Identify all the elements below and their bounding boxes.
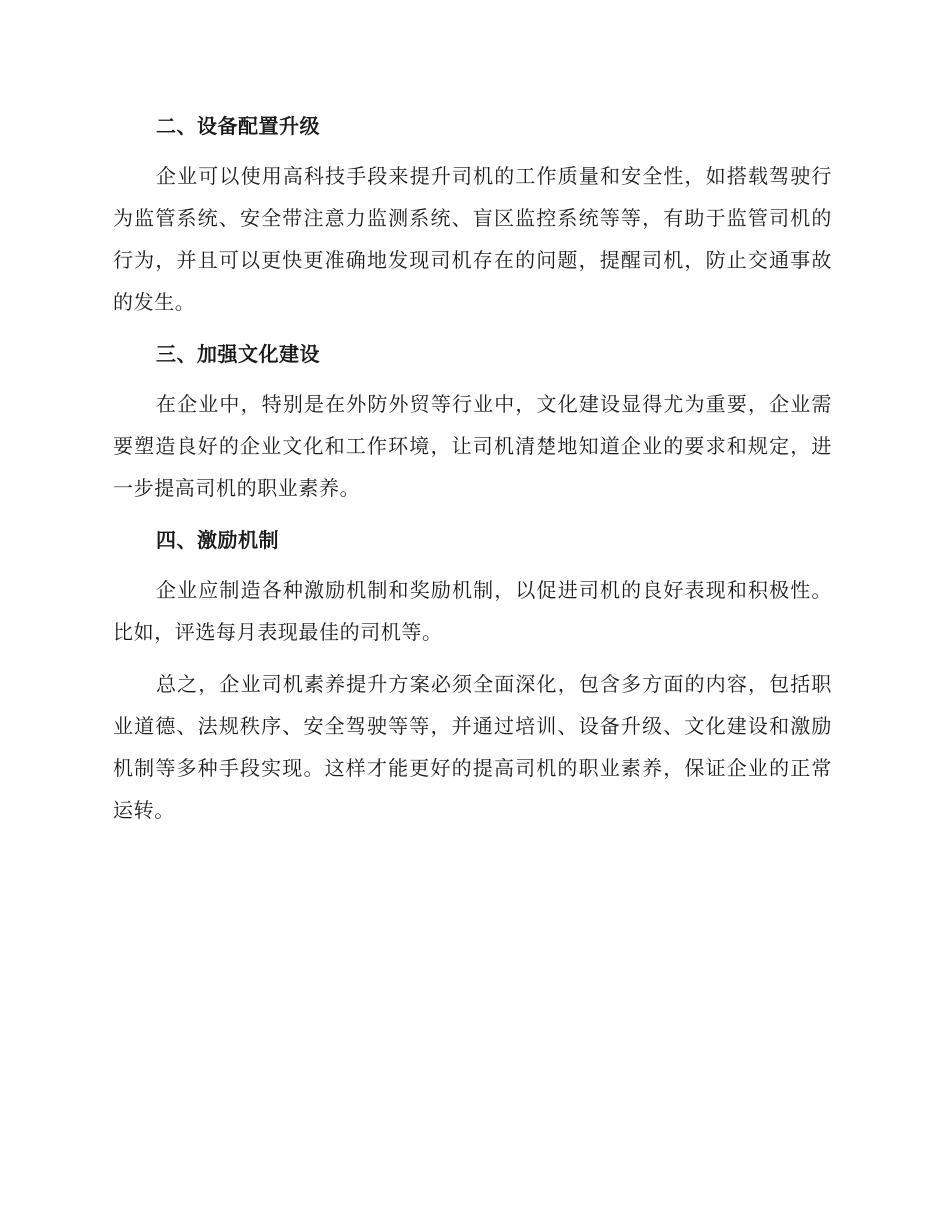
section-paragraph: 企业应制造各种激励机制和奖励机制，以促进司机的良好表现和积极性。比如，评选每月表现最佳的司机等。	[113, 578, 832, 644]
document-body	[113, 105, 832, 841]
section-incentive-mechanism	[113, 519, 832, 653]
section-heading: 三、加强文化建设	[156, 342, 320, 366]
section-culture-building	[113, 333, 832, 509]
section-paragraph: 在企业中，特别是在外防外贸等行业中，文化建设显得尤为重要，企业需要塑造良好的企业文化和工作环境，让司机清楚地知道企业的要求和规定，进一步提高司机的职业素养。	[113, 392, 832, 500]
conclusion-paragraph: 总之，企业司机素养提升方案必须全面深化，包含多方面的内容，包括职业道德、法规秩序、安全驾驶等等，并通过培训、设备升级、文化建设和激励机制等多种手段实现。这样才能更好的提高司机的职业素养，保证企业的正常运转。	[113, 672, 832, 822]
section-paragraph: 企业可以使用高科技手段来提升司机的工作质量和安全性，如搭载驾驶行为监管系统、安全带注意力监测系统、盲区监控系统等等，有助于监管司机的行为，并且可以更快更准确地发现司机存在的问题，提醒司机，防止交通事故的发生。	[113, 164, 832, 314]
section-heading: 二、设备配置升级	[156, 114, 320, 138]
section-heading: 四、激励机制	[156, 528, 279, 552]
section-equipment-upgrade	[113, 105, 832, 323]
